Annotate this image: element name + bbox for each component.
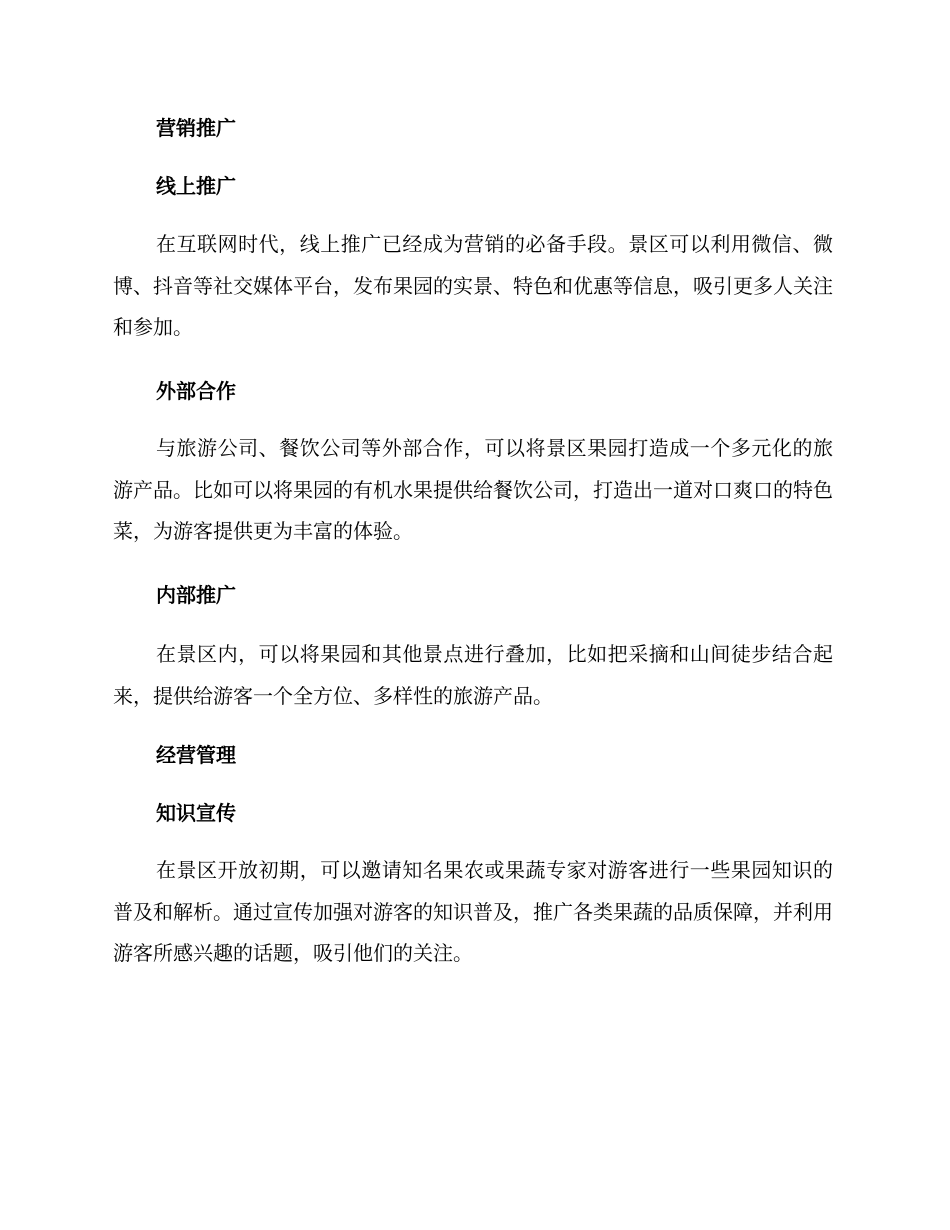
heading-online-promotion: 线上推广	[156, 174, 236, 198]
heading-internal-promotion: 内部推广	[156, 583, 236, 607]
paragraph-online-promotion: 在互联网时代，线上推广已经成为营销的必备手段。景区可以利用微信、微博、抖音等社交媒体平台，发布果园的实景、特色和优惠等信息，吸引更多人关注和参加。	[113, 232, 833, 339]
heading-external-cooperation: 外部合作	[156, 379, 236, 403]
paragraph-knowledge-publicity: 在景区开放初期，可以邀请知名果农或果蔬专家对游客进行一些果园知识的普及和解析。通过宣传加强对游客的知识普及，推广各类果蔬的品质保障，并利用游客所感兴趣的话题，吸引他们的关注。	[113, 858, 833, 965]
heading-knowledge-publicity: 知识宣传	[156, 801, 236, 825]
heading-marketing: 营销推广	[156, 116, 236, 140]
heading-operations-management: 经营管理	[156, 743, 236, 767]
paragraph-internal-promotion: 在景区内，可以将果园和其他景点进行叠加，比如把采摘和山间徒步结合起来，提供给游客一个全方位、多样性的旅游产品。	[113, 642, 833, 708]
paragraph-external-cooperation: 与旅游公司、餐饮公司等外部合作，可以将景区果园打造成一个多元化的旅游产品。比如可以将果园的有机水果提供给餐饮公司，打造出一道对口爽口的特色菜，为游客提供更为丰富的体验。	[113, 436, 833, 543]
